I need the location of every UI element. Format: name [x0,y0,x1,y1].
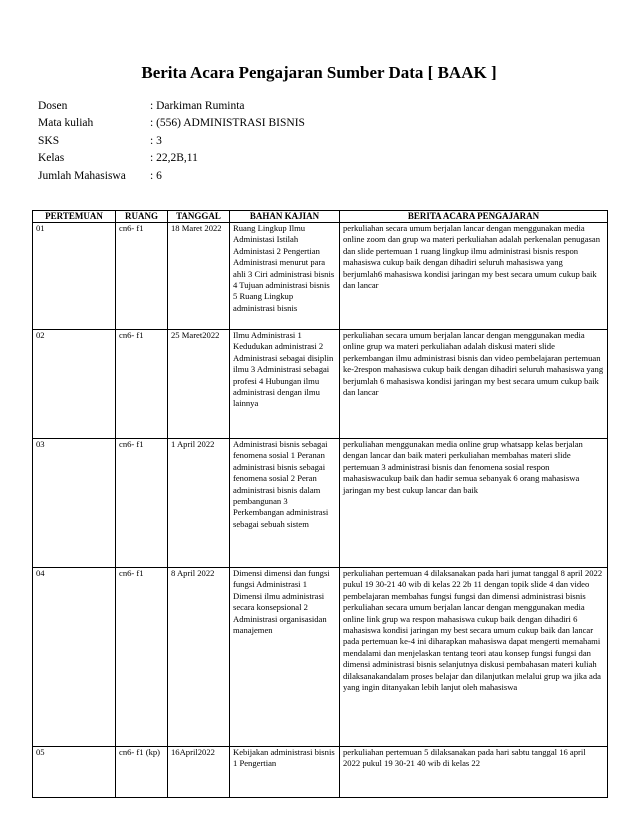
cell-tanggal: 16April2022 [168,747,230,798]
cell-pertemuan: 05 [33,747,116,798]
cell-ruang: cn6- f1 [116,330,168,439]
header-bahan-kajian: BAHAN KAJIAN [230,211,340,223]
cell-berita-acara: perkuliahan pertemuan 4 dilaksanakan pada hari jumat tanggal 8 april 2022 pukul 19 30-21 40 wib di kelas 22 2b 11 dengan topik slide 4 dan video pembelajaran membahas fungsi fungsi dan dimensi administrasi bisnis perkuliahan secara umum berjalan lancar dengan menggunakan media online link grup wa respon mahasiswa cukup baik dengan dihadiri 6 mahasiswa kondisi jaringan my best secara umum cukup baik dan lancar pada pertemuan ke-4 ini diharapkan mahasiswa dapat mengerti memahami mendalami dan menjelaskan tentang teori atau konsep fungsi fungsi dan dimensi administrasi bisnis selanjutnya diskusi pembahasan materi kuliah dilaksanakandalam proses belajar dan dilanjutkan melalui grup wa jika ada yang ingin ditanyakan lebih lanjut oleh mahasiswa [340,568,608,747]
course-info [38,98,305,185]
cell-bahan-kajian: Kebijakan administrasi bisnis 1 Pengertian [230,747,340,798]
table-row [33,223,608,330]
document-title: Berita Acara Pengajaran Sumber Data [ BAAK ] [141,63,497,82]
cell-bahan-kajian: Ilmu Administrasi 1 Kedudukan administrasi 2 Administrasi sebagai disiplin ilmu 3 Administrasi sebagai profesi 4 Hubungan ilmu administrasi dengan ilmu lainnya [230,330,340,439]
cell-tanggal: 25 Maret2022 [168,330,230,439]
cell-ruang: cn6- f1 [116,568,168,747]
info-value: : (556) ADMINISTRASI BISNIS [150,117,305,130]
info-value: : 6 [150,169,162,182]
cell-berita-acara: perkuliahan secara umum berjalan lancar dengan menggunakan media online grup wa materi perkuliahan adalah diskusi materi slide perkembangan ilmu administrasi bisnis dan video pembelajaran pertemuan ke-2respon mahasiswa cukup baik dengan dihadiri seluruh mahasiswa yang berjumlah 6 mahasiswa kondisi jaringan my best secara umum cukup baik dan lancar [340,330,608,439]
info-label: Dosen [38,100,68,112]
table-row [33,439,608,568]
table-row [33,330,608,439]
cell-pertemuan: 03 [33,439,116,568]
info-value: : 3 [150,134,162,147]
cell-ruang: cn6- f1 [116,439,168,568]
header-berita-acara: BERITA ACARA PENGAJARAN [340,211,608,223]
cell-berita-acara: perkuliahan menggunakan media online grup whatsapp kelas berjalan dengan lancar dan baik materi perkuliahan membahas materi slide pertemuan 3 administrasi bisnis dan fenomena sosial respon mahasiswacukup baik dan hadir semua sebanyak 6 orang mahasiswa jaringan my best cukup lancar dan baik [340,439,608,568]
info-row-jumlah-mahasiswa [38,168,305,185]
cell-pertemuan: 01 [33,223,116,330]
info-label: Mata kuliah [38,117,94,130]
info-row-mata-kuliah [38,115,305,132]
cell-bahan-kajian: Administrasi bisnis sebagai fenomena sosial 1 Peranan administrasi bisnis sebagai fenomena sosial 2 Peran administrasi bisnis dalam pembangunan 3 Perkembangan administrasi sebagai sebuah sistem [230,439,340,568]
info-label: Kelas [38,152,65,165]
table-header-row [33,211,608,223]
cell-tanggal: 8 April 2022 [168,568,230,747]
header-ruang: RUANG [116,211,168,223]
cell-bahan-kajian: Ruang Lingkup Ilmu Administasi Istilah Administasi 2 Pengertian Administrasi menurut para ahli 3 Ciri administrasi bisnis 4 Tujuan administrasi bisnis 5 Ruang Lingkup administrasi bisnis [230,223,340,330]
info-label: Jumlah Mahasiswa [38,169,126,182]
info-row-kelas [38,150,305,167]
cell-ruang: cn6- f1 (kp) [116,747,168,798]
info-label: SKS [38,134,60,147]
header-tanggal: TANGGAL [168,211,230,223]
info-row-sks [38,133,305,150]
table-row [33,568,608,747]
info-value: : 22,2B,11 [150,152,198,165]
cell-pertemuan: 02 [33,330,116,439]
cell-berita-acara: perkuliahan secara umum berjalan lancar dengan menggunakan media online zoom dan grup wa materi perkuliahan adalah perkenalan penugasan dan slide pertemuan 1 ruang lingkup ilmu administrasi bisnis respon mahasiswa cukup baik dengan dihadiri seluruh mahasiswa yang berjumlah6 mahasiswa kondisi jaringan my best secara umum cukup baik dan lancar [340,223,608,330]
table-row [33,747,608,798]
info-value: : Darkiman Ruminta [150,100,245,112]
cell-bahan-kajian: Dimensi dimensi dan fungsi fungsi Administrasi 1 Dimensi ilmu administrasi secara konsepsional 2 Administrasi organisasidan manajemen [230,568,340,747]
cell-ruang: cn6- f1 [116,223,168,330]
cell-berita-acara: perkuliahan pertemuan 5 dilaksanakan pada hari sabtu tanggal 16 april 2022 pukul 19 30-21 40 wib di kelas 22 [340,747,608,798]
cell-tanggal: 1 April 2022 [168,439,230,568]
info-row-dosen [38,98,305,115]
cell-pertemuan: 04 [33,568,116,747]
cell-tanggal: 18 Maret 2022 [168,223,230,330]
header-pertemuan: PERTEMUAN [33,211,116,223]
teaching-record-table [32,210,608,798]
